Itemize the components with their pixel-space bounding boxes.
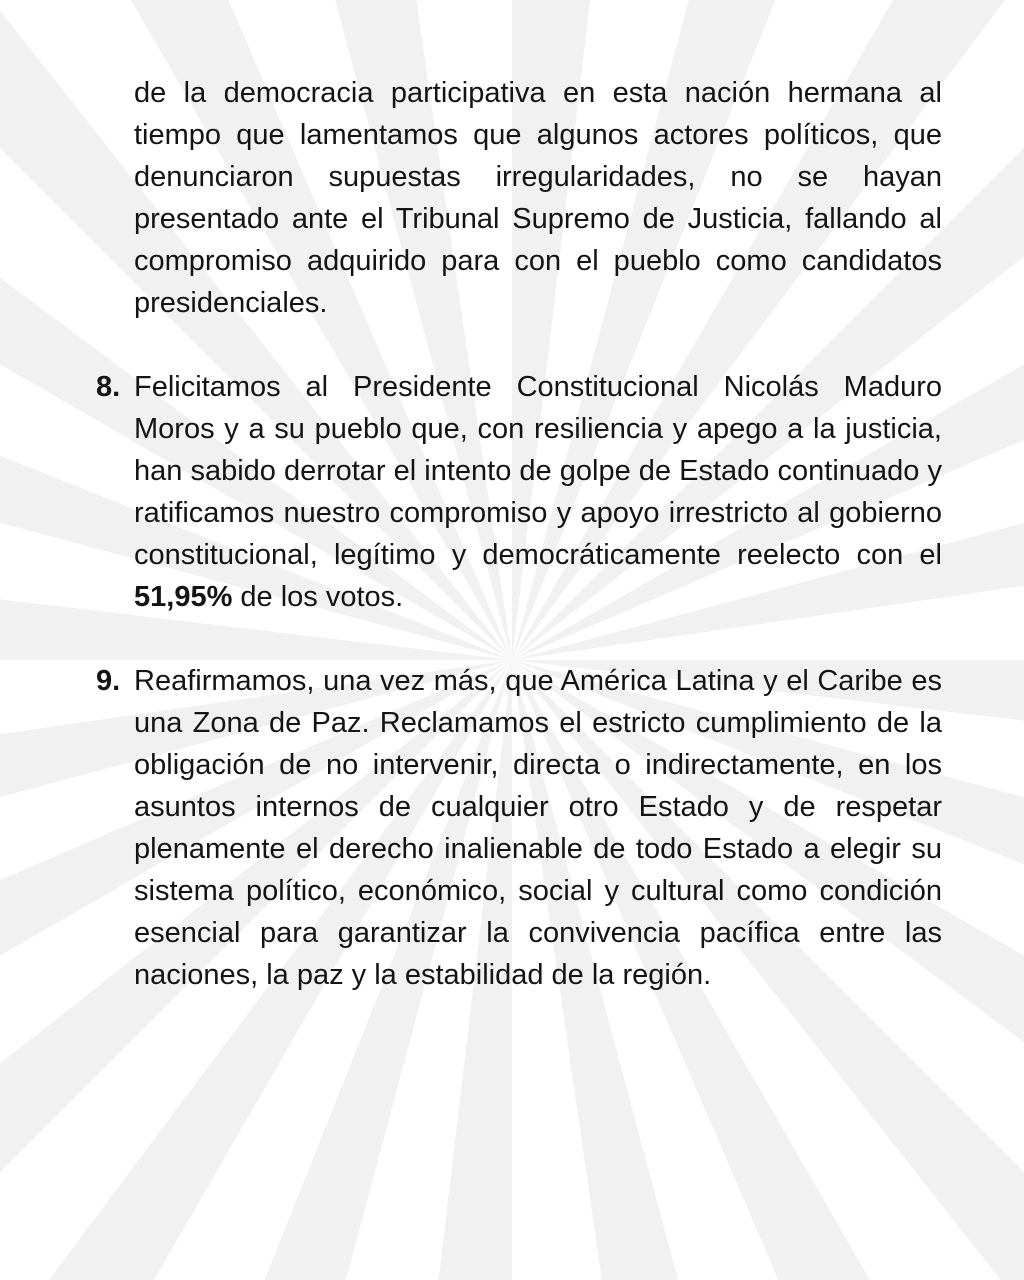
paragraph-9 xyxy=(96,660,942,996)
paragraph-continuation xyxy=(96,72,942,324)
paragraph-continuation-text: de la democracia participativa en esta nación hermana al tiempo que lamentamos que algunos actores políticos, que denunciaron supuestas irregularidades, no se hayan presentado ante el Tribunal Supremo de Justicia, fallando al compromiso adquirido para con el pueblo como candidatos presidenciales. xyxy=(134,77,942,319)
paragraph-9-text: Reafirmamos, una vez más, que América Latina y el Caribe es una Zona de Paz. Reclamamos el estricto cumplimiento de la obligación de no intervenir, directa o indirectamente, en los asuntos internos de cualquier otro Estado y de respetar plenamente el derecho inalienable de todo Estado a elegir su sistema político, económico, social y cultural como condición esencial para garantizar la convivencia pacífica entre las naciones, la paz y la estabilidad de la región. xyxy=(134,665,942,991)
paragraph-8-text: Felicitamos al Presidente Constitucional Nicolás Maduro Moros y a su pueblo que, con resiliencia y apego a la justicia, han sabido derrotar el intento de golpe de Estado continuado y ratificamos nuestro compromiso y apoyo irrestricto al gobierno constitucional, legítimo y democráticamente reelecto con el xyxy=(134,371,942,571)
paragraph-9-number: 9. xyxy=(96,665,121,697)
paragraph-8 xyxy=(96,366,942,618)
paragraph-8-text-end: de los votos. xyxy=(240,581,404,613)
document-body xyxy=(96,72,942,996)
vote-percentage: 51,95% xyxy=(134,581,233,613)
paragraph-8-number: 8. xyxy=(96,371,121,403)
